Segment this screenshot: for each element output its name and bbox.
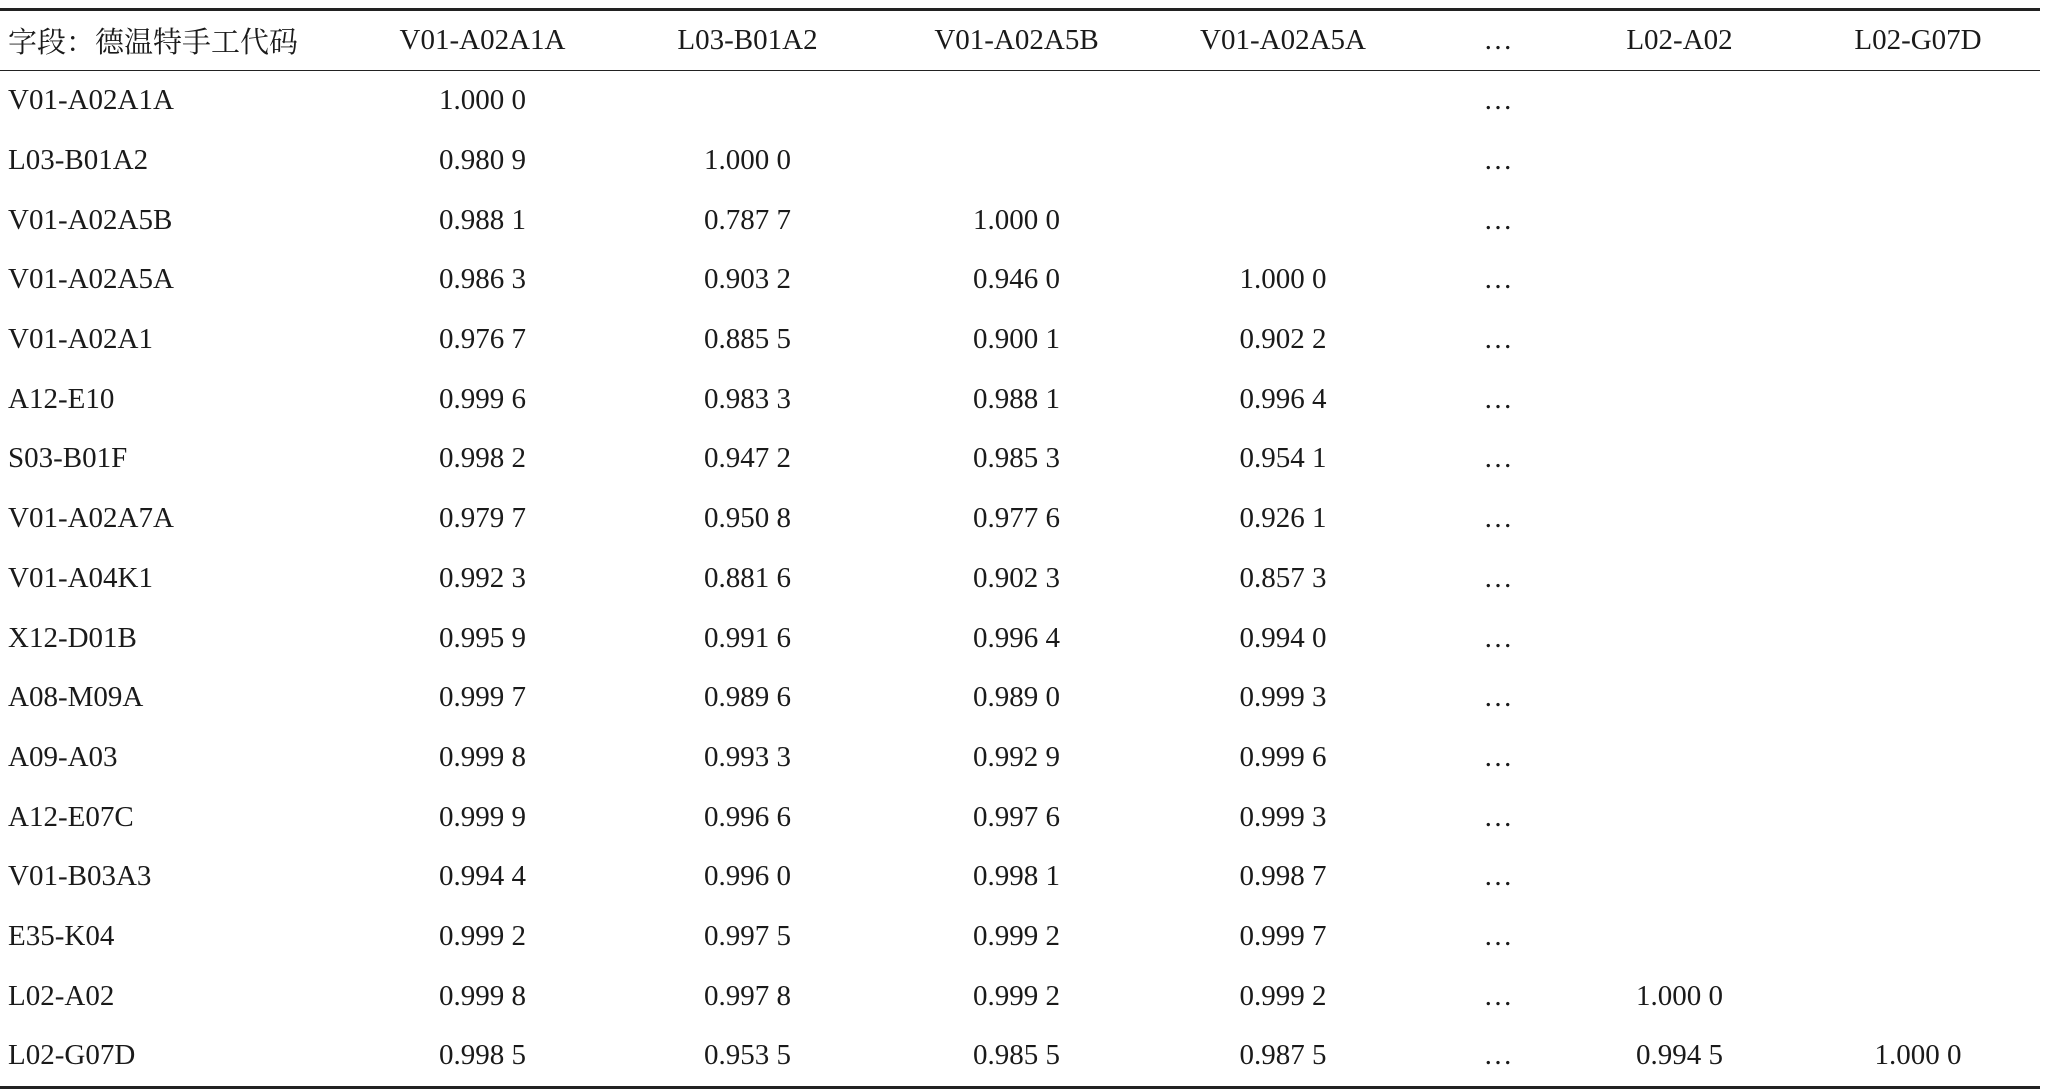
value-cell: 0.997 6: [973, 800, 1060, 833]
ellipsis-cell: …: [1483, 1039, 1513, 1072]
value-cell: [1796, 71, 2040, 131]
value-cell: 0.998 1: [973, 860, 1060, 893]
ellipsis-cell: …: [1483, 144, 1513, 177]
table-row: [0, 728, 2040, 788]
table-row: [0, 668, 2040, 728]
value-cell: 0.977 6: [973, 502, 1060, 535]
table-row: [0, 250, 2040, 310]
value-cell: [1796, 668, 2040, 728]
value-cell: 1.000 0: [1239, 263, 1327, 296]
value-cell: 0.994 4: [439, 860, 526, 893]
value-cell: 0.999 7: [439, 681, 526, 714]
row-label-cell: V01-A02A5B: [8, 203, 173, 236]
row-label-cell: X12-D01B: [8, 621, 137, 654]
header-cell: L03-B01A2: [677, 24, 818, 56]
value-cell: 0.980 9: [439, 144, 526, 177]
table-row: [0, 966, 2040, 1026]
row-label-cell: V01-A02A7A: [8, 502, 174, 535]
value-cell: [1796, 966, 2040, 1026]
table-row: [0, 489, 2040, 549]
value-cell: 0.999 3: [1239, 800, 1327, 833]
value-cell: [1563, 190, 1796, 250]
value-cell: 0.989 6: [704, 681, 791, 714]
value-cell: 0.985 5: [973, 1039, 1060, 1072]
value-cell: 0.999 6: [1239, 740, 1327, 773]
value-cell: 0.999 2: [973, 919, 1060, 952]
value-cell: 0.903 2: [704, 263, 791, 296]
value-cell: 0.995 9: [439, 621, 526, 654]
value-cell: [1563, 71, 1796, 131]
value-cell: 0.994 0: [1239, 621, 1327, 654]
value-cell: 0.998 7: [1239, 860, 1327, 893]
value-cell: [1563, 489, 1796, 549]
value-cell: [1563, 131, 1796, 191]
value-cell: 0.997 5: [704, 919, 791, 952]
header-cell: V01-A02A5A: [1200, 24, 1366, 56]
ellipsis-cell: …: [1483, 84, 1513, 117]
header-cell-ellipsis: …: [1483, 24, 1513, 56]
value-cell: [1796, 310, 2040, 370]
row-label-cell: V01-A04K1: [8, 561, 153, 594]
ellipsis-cell: …: [1483, 979, 1513, 1012]
table-row: [0, 847, 2040, 907]
ellipsis-cell: …: [1483, 621, 1513, 654]
value-cell: [595, 71, 900, 131]
value-cell: [1563, 728, 1796, 788]
value-cell: 0.998 2: [439, 442, 526, 475]
value-cell: 0.900 1: [973, 323, 1060, 356]
value-cell: 1.000 0: [439, 84, 526, 117]
value-cell: [1133, 190, 1433, 250]
value-cell: [1563, 549, 1796, 609]
table-row: [0, 429, 2040, 489]
value-cell: [1796, 429, 2040, 489]
value-cell: 0.946 0: [973, 263, 1060, 296]
value-cell: [1796, 489, 2040, 549]
value-cell: 0.999 9: [439, 800, 526, 833]
value-cell: 0.999 2: [973, 979, 1060, 1012]
value-cell: 0.881 6: [704, 561, 791, 594]
value-cell: 0.902 3: [973, 561, 1060, 594]
header-cell: L02-G07D: [1854, 24, 1982, 56]
header-row: [0, 10, 2040, 71]
value-cell: 0.902 2: [1239, 323, 1327, 356]
value-cell: 0.787 7: [704, 203, 791, 236]
row-label-cell: V01-B03A3: [8, 860, 152, 893]
value-cell: 1.000 0: [1636, 979, 1723, 1012]
row-label-cell: A08-M09A: [8, 681, 144, 714]
value-cell: 0.988 1: [973, 382, 1060, 415]
header-cell: V01-A02A5B: [934, 24, 1099, 56]
row-label-cell: A09-A03: [8, 740, 118, 773]
correlation-matrix-table: [0, 8, 2040, 1089]
value-cell: 0.999 8: [439, 979, 526, 1012]
value-cell: 0.988 1: [439, 203, 526, 236]
correlation-table-container: [0, 8, 2040, 1089]
row-label-cell: V01-A02A1: [8, 323, 153, 356]
value-cell: 0.983 3: [704, 382, 791, 415]
value-cell: 0.950 8: [704, 502, 791, 535]
value-cell: [1133, 71, 1433, 131]
value-cell: [1796, 190, 2040, 250]
value-cell: [1796, 250, 2040, 310]
row-label-cell: L03-B01A2: [8, 144, 149, 177]
value-cell: 0.996 4: [1239, 382, 1327, 415]
ellipsis-cell: …: [1483, 561, 1513, 594]
value-cell: 0.979 7: [439, 502, 526, 535]
value-cell: 0.947 2: [704, 442, 791, 475]
value-cell: [1796, 131, 2040, 191]
header-cell: V01-A02A1A: [399, 24, 566, 56]
ellipsis-cell: …: [1483, 800, 1513, 833]
ellipsis-cell: …: [1483, 263, 1513, 296]
ellipsis-cell: …: [1483, 382, 1513, 415]
value-cell: 0.999 8: [439, 740, 526, 773]
value-cell: [1563, 668, 1796, 728]
value-cell: 0.857 3: [1239, 561, 1327, 594]
value-cell: [1796, 728, 2040, 788]
ellipsis-cell: …: [1483, 860, 1513, 893]
row-label-cell: V01-A02A1A: [8, 84, 174, 117]
row-label-cell: S03-B01F: [8, 442, 128, 475]
value-cell: 0.996 0: [704, 860, 791, 893]
value-cell: 0.994 5: [1636, 1039, 1723, 1072]
value-cell: 0.997 8: [704, 979, 791, 1012]
value-cell: 0.926 1: [1239, 502, 1327, 535]
value-cell: 0.998 5: [439, 1039, 526, 1072]
row-label-cell: V01-A02A5A: [8, 263, 174, 296]
value-cell: [1563, 847, 1796, 907]
value-cell: [900, 131, 1133, 191]
row-label-cell: E35-K04: [8, 919, 115, 952]
ellipsis-cell: …: [1483, 681, 1513, 714]
ellipsis-cell: …: [1483, 740, 1513, 773]
table-row: [0, 907, 2040, 967]
table-row: [0, 608, 2040, 668]
ellipsis-cell: …: [1483, 442, 1513, 475]
value-cell: [1563, 369, 1796, 429]
value-cell: 0.999 2: [1239, 979, 1327, 1012]
value-cell: [1563, 250, 1796, 310]
value-cell: 0.954 1: [1239, 442, 1327, 475]
row-label-cell: A12-E07C: [8, 800, 134, 833]
value-cell: [1796, 847, 2040, 907]
ellipsis-cell: …: [1483, 203, 1513, 236]
value-cell: [1563, 907, 1796, 967]
ellipsis-cell: …: [1483, 323, 1513, 356]
value-cell: 0.999 7: [1239, 919, 1327, 952]
value-cell: 1.000 0: [1874, 1039, 1962, 1072]
value-cell: 0.993 3: [704, 740, 791, 773]
value-cell: [1796, 907, 2040, 967]
header-cell: L02-A02: [1626, 24, 1733, 56]
row-label-cell: A12-E10: [8, 382, 115, 415]
ellipsis-cell: …: [1483, 502, 1513, 535]
value-cell: [1563, 310, 1796, 370]
ellipsis-cell: …: [1483, 919, 1513, 952]
table-row: [0, 310, 2040, 370]
value-cell: 0.999 6: [439, 382, 526, 415]
value-cell: 0.987 5: [1239, 1039, 1327, 1072]
table-row: [0, 1026, 2040, 1087]
value-cell: 0.991 6: [704, 621, 791, 654]
value-cell: 0.996 6: [704, 800, 791, 833]
value-cell: 0.989 0: [973, 681, 1060, 714]
table-body: [0, 71, 2040, 1088]
table-row: [0, 787, 2040, 847]
value-cell: 0.885 5: [704, 323, 791, 356]
value-cell: [1796, 549, 2040, 609]
header-cell-field: 字段：德温特手工代码: [8, 25, 299, 59]
value-cell: [1563, 429, 1796, 489]
value-cell: [1796, 369, 2040, 429]
value-cell: [1796, 608, 2040, 668]
value-cell: 0.992 3: [439, 561, 526, 594]
table-row: [0, 369, 2040, 429]
value-cell: 0.999 2: [439, 919, 526, 952]
value-cell: 1.000 0: [973, 203, 1060, 236]
table-row: [0, 71, 2040, 131]
table-header: [0, 10, 2040, 71]
value-cell: 0.986 3: [439, 263, 526, 296]
value-cell: 0.985 3: [973, 442, 1060, 475]
value-cell: [1133, 131, 1433, 191]
value-cell: [900, 71, 1133, 131]
value-cell: 0.976 7: [439, 323, 526, 356]
value-cell: 0.953 5: [704, 1039, 791, 1072]
value-cell: [1796, 787, 2040, 847]
value-cell: 0.992 9: [973, 740, 1060, 773]
table-row: [0, 131, 2040, 191]
value-cell: [1563, 787, 1796, 847]
value-cell: 1.000 0: [704, 144, 791, 177]
value-cell: [1563, 608, 1796, 668]
row-label-cell: L02-A02: [8, 979, 115, 1012]
row-label-cell: L02-G07D: [8, 1039, 136, 1072]
table-row: [0, 190, 2040, 250]
value-cell: 0.999 3: [1239, 681, 1327, 714]
table-row: [0, 549, 2040, 609]
value-cell: 0.996 4: [973, 621, 1060, 654]
